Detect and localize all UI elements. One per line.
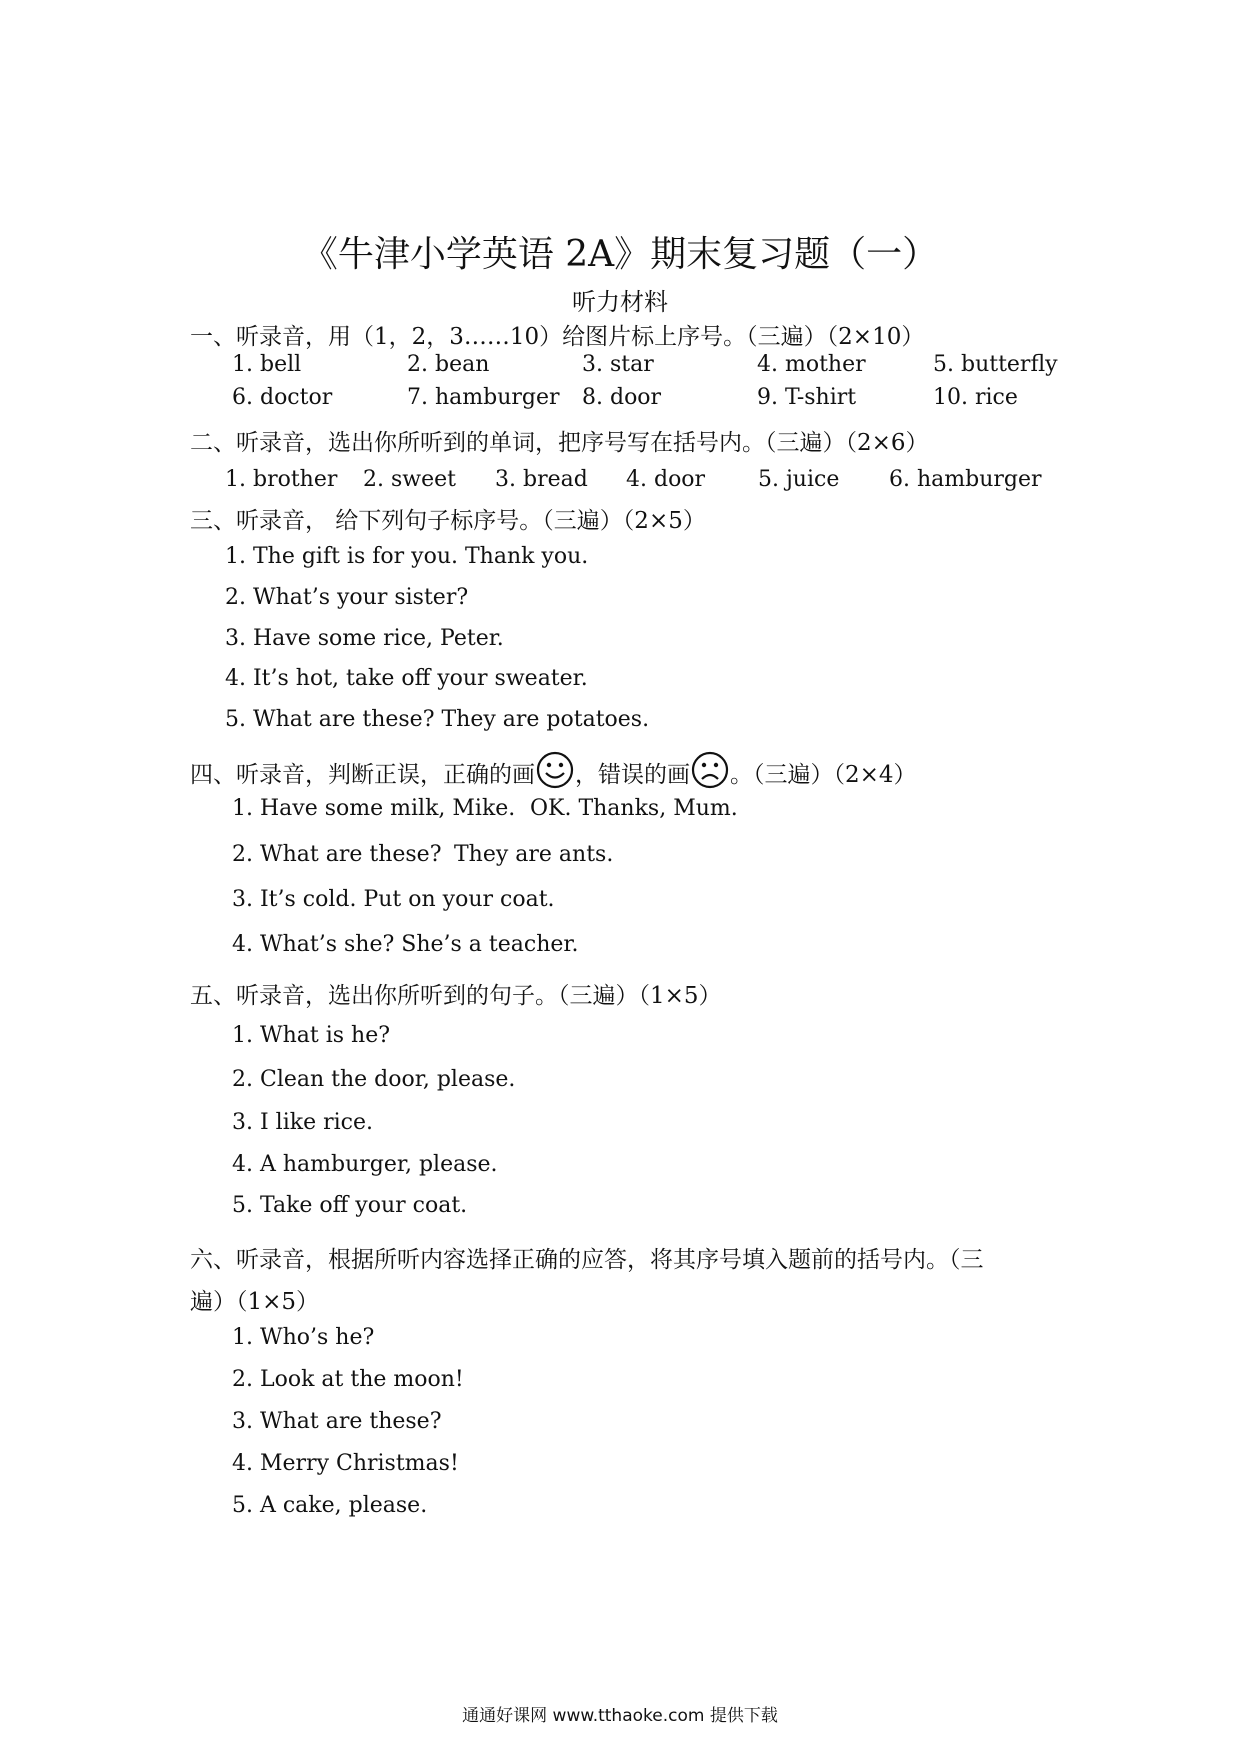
section-4-heading-part2: ，错误的画 (575, 762, 690, 788)
list-item: 4. door (626, 467, 706, 492)
list-item: 5. What are these? They are potatoes. (225, 707, 650, 732)
page-subtitle: 听力材料 (572, 288, 668, 316)
list-item: 3. bread (495, 467, 588, 492)
list-item: 2. Look at the moon! (232, 1367, 464, 1392)
list-item: 1. bell (232, 352, 302, 377)
list-item: 4. Merry Christmas! (232, 1451, 459, 1476)
list-item: 3. I like rice. (232, 1110, 373, 1135)
section-2-heading: 二、听录音，选出你所听到的单词，把序号写在括号内。（三遍）（2×6） (190, 430, 929, 456)
list-item-answer: They are ants. (454, 842, 614, 867)
list-item: 8. door (582, 385, 662, 410)
list-item: 5. Take off your coat. (232, 1193, 468, 1218)
list-item: 10. rice (933, 385, 1018, 410)
section-5-heading: 五、听录音，选出你所听到的句子。（三遍）（1×5） (190, 983, 722, 1009)
list-item: 3. Have some rice, Peter. (225, 626, 504, 651)
list-item: 7. hamburger (407, 385, 560, 410)
footer-text: 通通好课网 www.tthaoke.com 提供下载 (462, 1706, 778, 1726)
section-3-heading: 三、听录音， 给下列句子标序号。（三遍）（2×5） (190, 508, 706, 534)
list-item: 4. What’s she? She’s a teacher. (232, 932, 579, 957)
section-6-heading-line1: 六、听录音，根据所听内容选择正确的应答，将其序号填入题前的括号内。（三 (190, 1247, 984, 1273)
list-item: 6. hamburger (889, 467, 1042, 492)
sad-face-icon (690, 750, 730, 796)
list-item: 6. doctor (232, 385, 333, 410)
list-item: 3. star (582, 352, 654, 377)
list-item: 2. sweet (363, 467, 456, 492)
list-item: 3. What are these? (232, 1409, 442, 1434)
list-item: 1. brother (225, 467, 338, 492)
list-item: 2. What’s your sister? (225, 585, 469, 610)
list-item: 5. juice (758, 467, 840, 492)
list-item-answer: OK. Thanks, Mum. (530, 796, 738, 821)
section-4-heading (190, 750, 917, 796)
list-item: 2. What are these? (232, 842, 442, 867)
list-item: 9. T-shirt (757, 385, 857, 410)
list-item: 1. The gift is for you. Thank you. (225, 544, 589, 569)
list-item: 4. mother (757, 352, 866, 377)
list-item: 4. A hamburger, please. (232, 1152, 498, 1177)
list-item: 2. bean (407, 352, 490, 377)
list-item: 5. A cake, please. (232, 1493, 428, 1518)
list-item: 1. What is he? (232, 1023, 391, 1048)
list-item: 1. Have some milk, Mike. (232, 796, 516, 821)
section-4-heading-part3: 。（三遍）（2×4） (730, 762, 917, 788)
page-title: 《牛津小学英语 2A》期末复习题（一） (301, 234, 939, 275)
section-4-heading-part1: 四、听录音，判断正误，正确的画 (190, 762, 535, 788)
section-6-heading-line2: 遍）（1×5） (190, 1289, 320, 1315)
list-item: 4. It’s hot, take off your sweater. (225, 666, 588, 691)
list-item: 5. butterfly (933, 352, 1058, 377)
list-item: 2. Clean the door, please. (232, 1067, 516, 1092)
section-1-heading: 一、听录音，用（1，2，3……10）给图片标上序号。（三遍）（2×10） (190, 324, 925, 350)
list-item: 1. Who’s he? (232, 1325, 375, 1350)
smiley-face-icon (535, 750, 575, 796)
list-item: 3. It’s cold. Put on your coat. (232, 887, 555, 912)
